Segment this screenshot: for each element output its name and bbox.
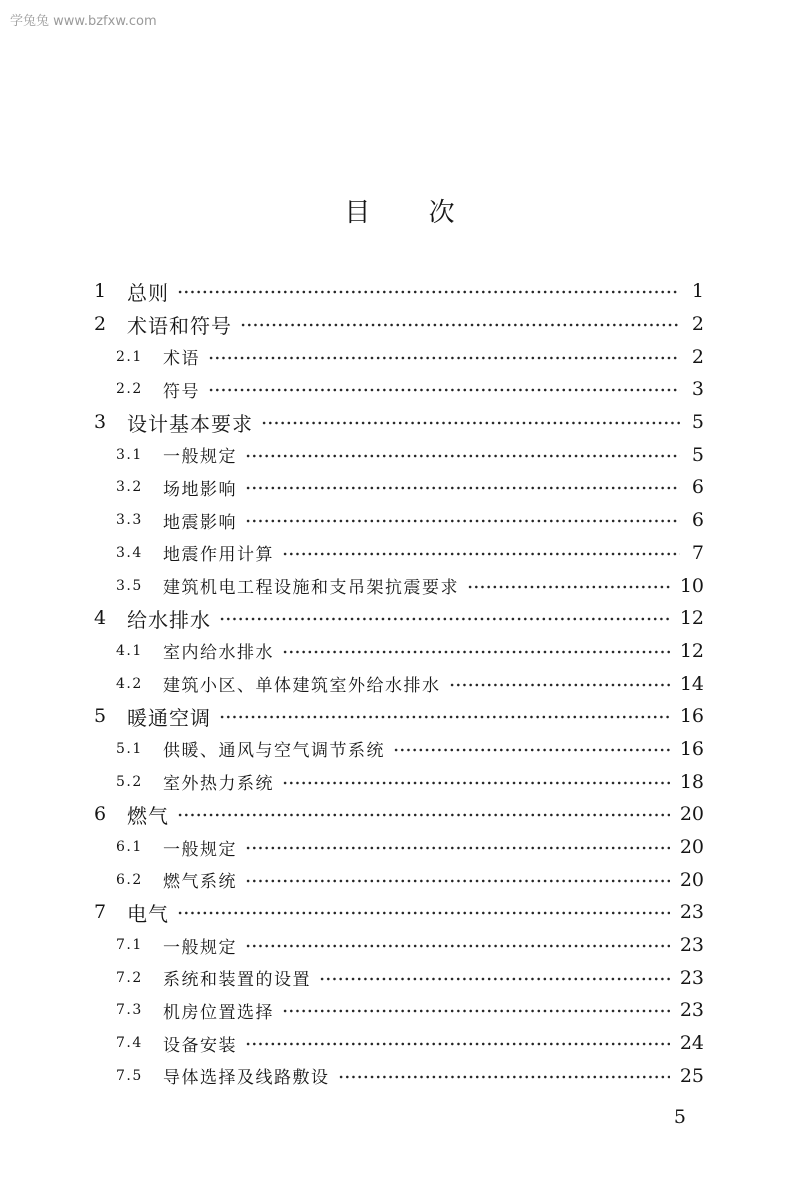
toc-subsection	[0, 831, 704, 864]
entry-title: 一般规定	[163, 937, 237, 958]
entry-page: 12	[679, 607, 704, 630]
dot-leader	[219, 617, 670, 621]
entry-number: 3.3	[116, 512, 143, 529]
entry-title: 给水排水	[127, 607, 211, 632]
entry-page: 10	[679, 574, 704, 597]
toc-section	[0, 896, 704, 929]
entry-page: 20	[679, 803, 704, 826]
toc-subsection	[0, 1060, 704, 1093]
entry-number: 6.1	[116, 839, 143, 856]
entry-page: 23	[679, 966, 704, 989]
entry-title: 场地影响	[163, 479, 237, 500]
toc-subsection	[0, 929, 704, 962]
entry-title: 导体选择及线路敷设	[163, 1068, 330, 1089]
toc-subsection	[0, 667, 704, 700]
entry-page: 6	[691, 476, 704, 499]
entry-title: 总则	[127, 280, 169, 305]
entry-title: 供暖、通风与空气调节系统	[163, 741, 385, 762]
entry-number: 3.2	[116, 479, 143, 496]
dot-leader	[177, 911, 670, 915]
dot-leader	[245, 846, 670, 850]
entry-title: 电气	[127, 901, 169, 926]
entry-page: 20	[679, 868, 704, 891]
entry-title: 建筑小区、单体建筑室外给水排水	[163, 676, 441, 697]
entry-number: 6	[94, 803, 107, 826]
dot-leader	[245, 519, 680, 523]
entry-title: 暖通空调	[127, 705, 211, 730]
entry-number: 1	[94, 280, 107, 303]
entry-page: 23	[679, 901, 704, 924]
toc-section	[0, 700, 704, 733]
entry-number: 3.5	[116, 577, 143, 594]
page-number: 5	[673, 1106, 686, 1128]
entry-number: 3	[94, 411, 107, 434]
entry-title: 一般规定	[163, 839, 237, 860]
entry-title: 室内给水排水	[163, 643, 274, 664]
dot-leader	[338, 1075, 670, 1079]
entry-number: 7	[94, 901, 107, 924]
dot-leader	[282, 650, 670, 654]
dot-leader	[282, 552, 680, 556]
entry-page: 6	[691, 509, 704, 532]
entry-page: 18	[679, 770, 704, 793]
dot-leader	[245, 944, 670, 948]
toc-subsection	[0, 863, 704, 896]
toc-subsection	[0, 569, 704, 602]
dot-leader	[245, 879, 670, 883]
entry-page: 25	[679, 1064, 704, 1087]
entry-title: 符号	[163, 381, 200, 402]
toc-subsection	[0, 1027, 704, 1060]
dot-leader	[282, 781, 670, 785]
entry-page: 16	[679, 705, 704, 728]
entry-page: 20	[679, 836, 704, 859]
dot-leader	[208, 388, 680, 392]
entry-page: 2	[691, 345, 704, 368]
toc-subsection	[0, 537, 704, 570]
toc-subsection	[0, 340, 704, 373]
entry-page: 24	[679, 1032, 704, 1055]
entry-page: 16	[679, 737, 704, 760]
toc-subsection	[0, 373, 704, 406]
entry-number: 5	[94, 705, 107, 728]
entry-number: 4	[94, 607, 107, 630]
toc-subsection	[0, 471, 704, 504]
toc-section	[0, 798, 704, 831]
dot-leader	[449, 683, 670, 687]
entry-page: 7	[691, 541, 704, 564]
dot-leader	[245, 1042, 670, 1046]
entry-number: 7.3	[116, 1002, 143, 1019]
entry-page: 2	[691, 313, 704, 336]
entry-number: 7.2	[116, 969, 143, 986]
entry-number: 7.1	[116, 937, 143, 954]
entry-number: 4.2	[116, 675, 143, 692]
dot-leader	[319, 977, 670, 981]
entry-page: 1	[691, 280, 704, 303]
entry-page: 5	[691, 443, 704, 466]
toc-subsection	[0, 635, 704, 668]
dot-leader	[240, 323, 680, 327]
entry-title: 一般规定	[163, 447, 237, 468]
dot-leader	[177, 290, 680, 294]
dot-leader	[393, 748, 670, 752]
entry-page: 5	[691, 411, 704, 434]
dot-leader	[245, 454, 680, 458]
entry-page: 23	[679, 934, 704, 957]
entry-number: 2.1	[116, 348, 143, 365]
page-title: 目 次	[344, 198, 455, 228]
entry-number: 7.4	[116, 1035, 143, 1052]
entry-number: 3.1	[116, 446, 143, 463]
entry-page: 23	[679, 999, 704, 1022]
entry-title: 地震影响	[163, 512, 237, 533]
toc-subsection	[0, 765, 704, 798]
entry-title: 系统和装置的设置	[163, 970, 311, 991]
entry-title: 地震作用计算	[163, 545, 274, 566]
toc-subsection	[0, 733, 704, 766]
entry-number: 6.2	[116, 871, 143, 888]
entry-number: 5.2	[116, 773, 143, 790]
entry-title: 机房位置选择	[163, 1002, 274, 1023]
toc-section	[0, 308, 704, 341]
toc-section	[0, 406, 704, 439]
entry-number: 7.5	[116, 1067, 143, 1084]
entry-title: 术语	[163, 349, 200, 370]
entry-title: 燃气系统	[163, 872, 237, 893]
dot-leader	[177, 813, 670, 817]
toc-section	[0, 602, 704, 635]
entry-number: 2	[94, 313, 107, 336]
entry-number: 4.1	[116, 642, 143, 659]
watermark-text: 学兔兔 www.bzfxw.com	[10, 14, 157, 29]
toc-subsection	[0, 994, 704, 1027]
entry-number: 3.4	[116, 544, 143, 561]
table-of-contents	[0, 275, 704, 1092]
dot-leader	[282, 1009, 670, 1013]
dot-leader	[467, 585, 670, 589]
entry-page: 12	[679, 639, 704, 662]
toc-section	[0, 275, 704, 308]
toc-subsection	[0, 961, 704, 994]
entry-title: 建筑机电工程设施和支吊架抗震要求	[163, 578, 459, 599]
entry-title: 术语和符号	[127, 313, 232, 338]
dot-leader	[208, 356, 680, 360]
entry-number: 2.2	[116, 381, 143, 398]
dot-leader	[219, 715, 670, 719]
entry-title: 设备安装	[163, 1035, 237, 1056]
dot-leader	[261, 421, 680, 425]
entry-page: 3	[691, 378, 704, 401]
entry-page: 14	[679, 672, 704, 695]
entry-number: 5.1	[116, 740, 143, 757]
entry-title: 室外热力系统	[163, 774, 274, 795]
entry-title: 设计基本要求	[127, 411, 253, 436]
entry-title: 燃气	[127, 803, 169, 828]
toc-subsection	[0, 438, 704, 471]
dot-leader	[245, 486, 680, 490]
toc-subsection	[0, 504, 704, 537]
